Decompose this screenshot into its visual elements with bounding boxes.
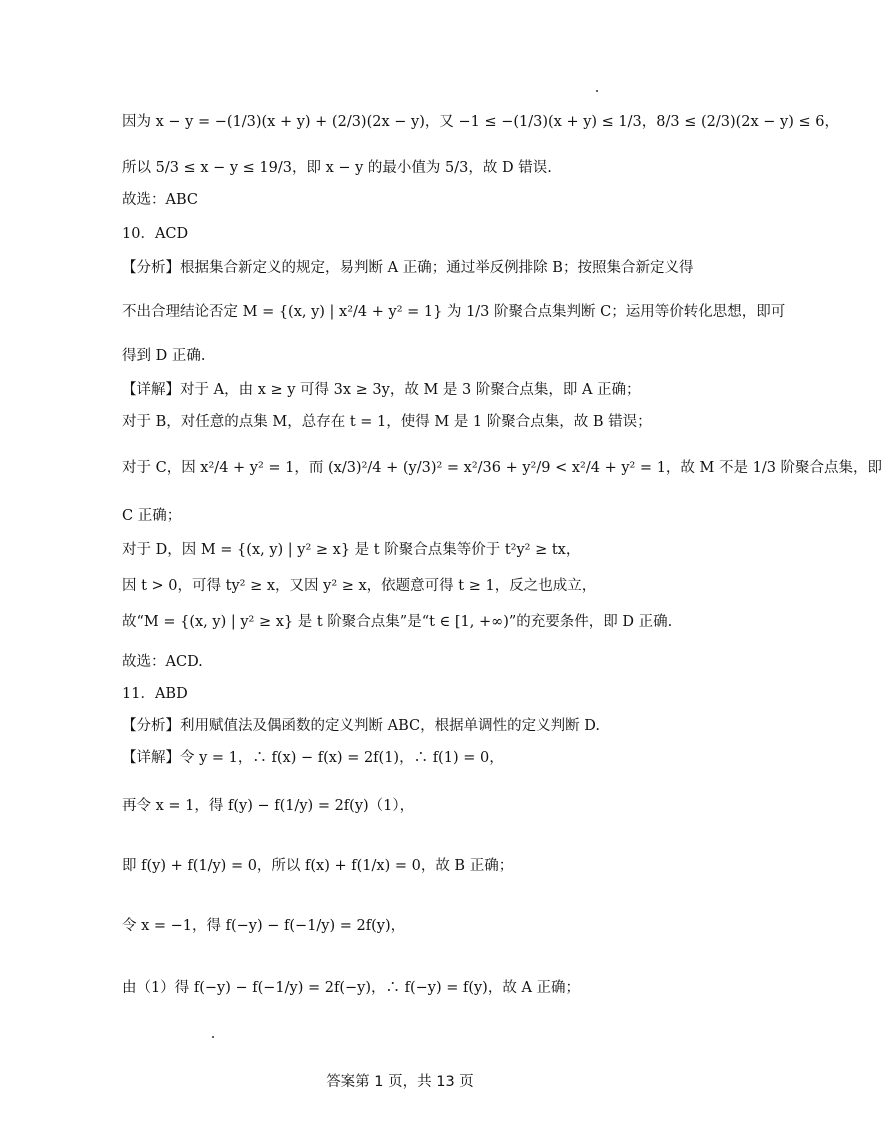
text-line: 由（1）得 f(−y) − f(−1/y) = 2f(−y)，∴ f(−y) = f(y)，故 A 正确； (122, 980, 581, 996)
text-line: 【详解】对于 A，由 x ≥ y 可得 3x ≥ 3y，故 M 是 3 阶聚合点集，即 A 正确； (122, 382, 641, 398)
text-line: 故选：ABC (122, 192, 198, 208)
text-line: 令 x = −1，得 f(−y) − f(−1/y) = 2f(y)， (122, 918, 406, 934)
text-line: 不出合理结论否定 M = {(x, y) | x²/4 + y² = 1} 为 1/3 阶聚合点集判断 C；运用等价转化思想，即可 (122, 304, 786, 320)
text-line: C 正确； (122, 508, 182, 524)
page-footer: 答案第 1 页，共 13 页 (326, 1074, 474, 1090)
text-line: 故“M = {(x, y) | y² ≥ x} 是 t 阶聚合点集”是“t ∈ [1, +∞)”的充要条件，即 D 正确. (122, 614, 673, 630)
text-line: 【分析】利用赋值法及偶函数的定义判断 ABC，根据单调性的定义判断 D. (122, 718, 600, 734)
text-line: 【详解】令 y = 1，∴ f(x) − f(x) = 2f(1)，∴ f(1) = 0， (122, 750, 504, 766)
text-line: 因 t > 0，可得 ty² ≥ x，又因 y² ≥ x，依题意可得 t ≥ 1，反之也成立， (122, 578, 597, 594)
text-line: 对于 D，因 M = {(x, y) | y² ≥ x} 是 t 阶聚合点集等价于 t²y² ≥ tx， (122, 542, 581, 558)
scan-speck (212, 1036, 214, 1038)
text-line: 10．ACD (122, 226, 189, 242)
text-line: 所以 5/3 ≤ x − y ≤ 19/3，即 x − y 的最小值为 5/3，故 D 错误. (122, 160, 552, 176)
text-line: 因为 x − y = −(1/3)(x + y) + (2/3)(2x − y)，又 −1 ≤ −(1/3)(x + y) ≤ 1/3，8/3 ≤ (2/3)(2x − y) ≤ 6， (122, 114, 839, 130)
text-line: 对于 B，对任意的点集 M，总存在 t = 1，使得 M 是 1 阶聚合点集，故 B 错误； (122, 414, 652, 430)
text-line: 得到 D 正确. (122, 348, 206, 364)
scan-speck (596, 90, 598, 92)
text-line: 故选：ACD. (122, 654, 203, 670)
text-line: 再令 x = 1，得 f(y) − f(1/y) = 2f(y)（1）， (122, 798, 415, 814)
text-line: 11．ABD (122, 686, 188, 702)
text-line: 【分析】根据集合新定义的规定，易判断 A 正确；通过举反例排除 B；按照集合新定义得 (122, 260, 694, 276)
text-line: 对于 C，因 x²/4 + y² = 1，而 (x/3)²/4 + (y/3)² = x²/36 + y²/9 < x²/4 + y² = 1，故 M 不是 1/3 阶聚合点集，即 (122, 460, 882, 476)
text-line: 即 f(y) + f(1/y) = 0，所以 f(x) + f(1/x) = 0，故 B 正确； (122, 858, 514, 874)
